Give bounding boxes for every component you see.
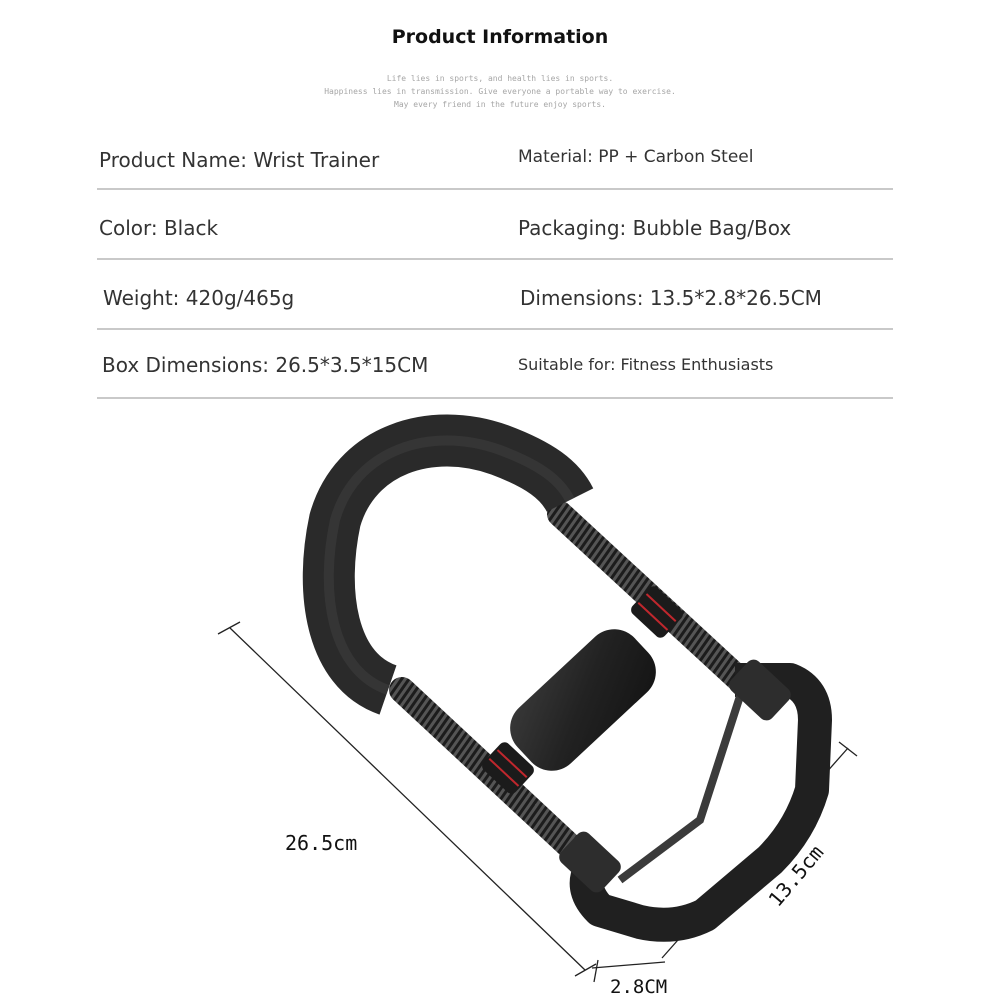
spec-weight: Weight: 420g/465g [103, 286, 295, 310]
center-foam-grip [499, 618, 668, 783]
dimension-width-label: 13.5cm [763, 840, 829, 912]
spec-color: Color: Black [99, 216, 219, 240]
slogan-line: Life lies in sports, and health lies in sports. [386, 74, 614, 83]
spec-product-name: Product Name: Wrist Trainer [99, 148, 380, 172]
slogan-line: May every friend in the future enjoy sports. [394, 100, 606, 109]
slogan-line: Happiness lies in transmission. Give everyone a portable way to exercise. [324, 87, 676, 96]
spec-dimensions: Dimensions: 13.5*2.8*26.5CM [520, 286, 822, 310]
dimension-depth-label: 2.8CM [610, 976, 668, 998]
page-title: Product Information [391, 26, 609, 48]
dimension-length-label: 26.5cm [285, 831, 358, 855]
spec-box-dimensions: Box Dimensions: 26.5*3.5*15CM [102, 353, 429, 377]
curved-foam-handle [329, 441, 570, 690]
spec-suitable-for: Suitable for: Fitness Enthusiasts [518, 355, 774, 374]
spec-packaging: Packaging: Bubble Bag/Box [518, 216, 792, 240]
spec-material: Material: PP + Carbon Steel [518, 147, 754, 167]
